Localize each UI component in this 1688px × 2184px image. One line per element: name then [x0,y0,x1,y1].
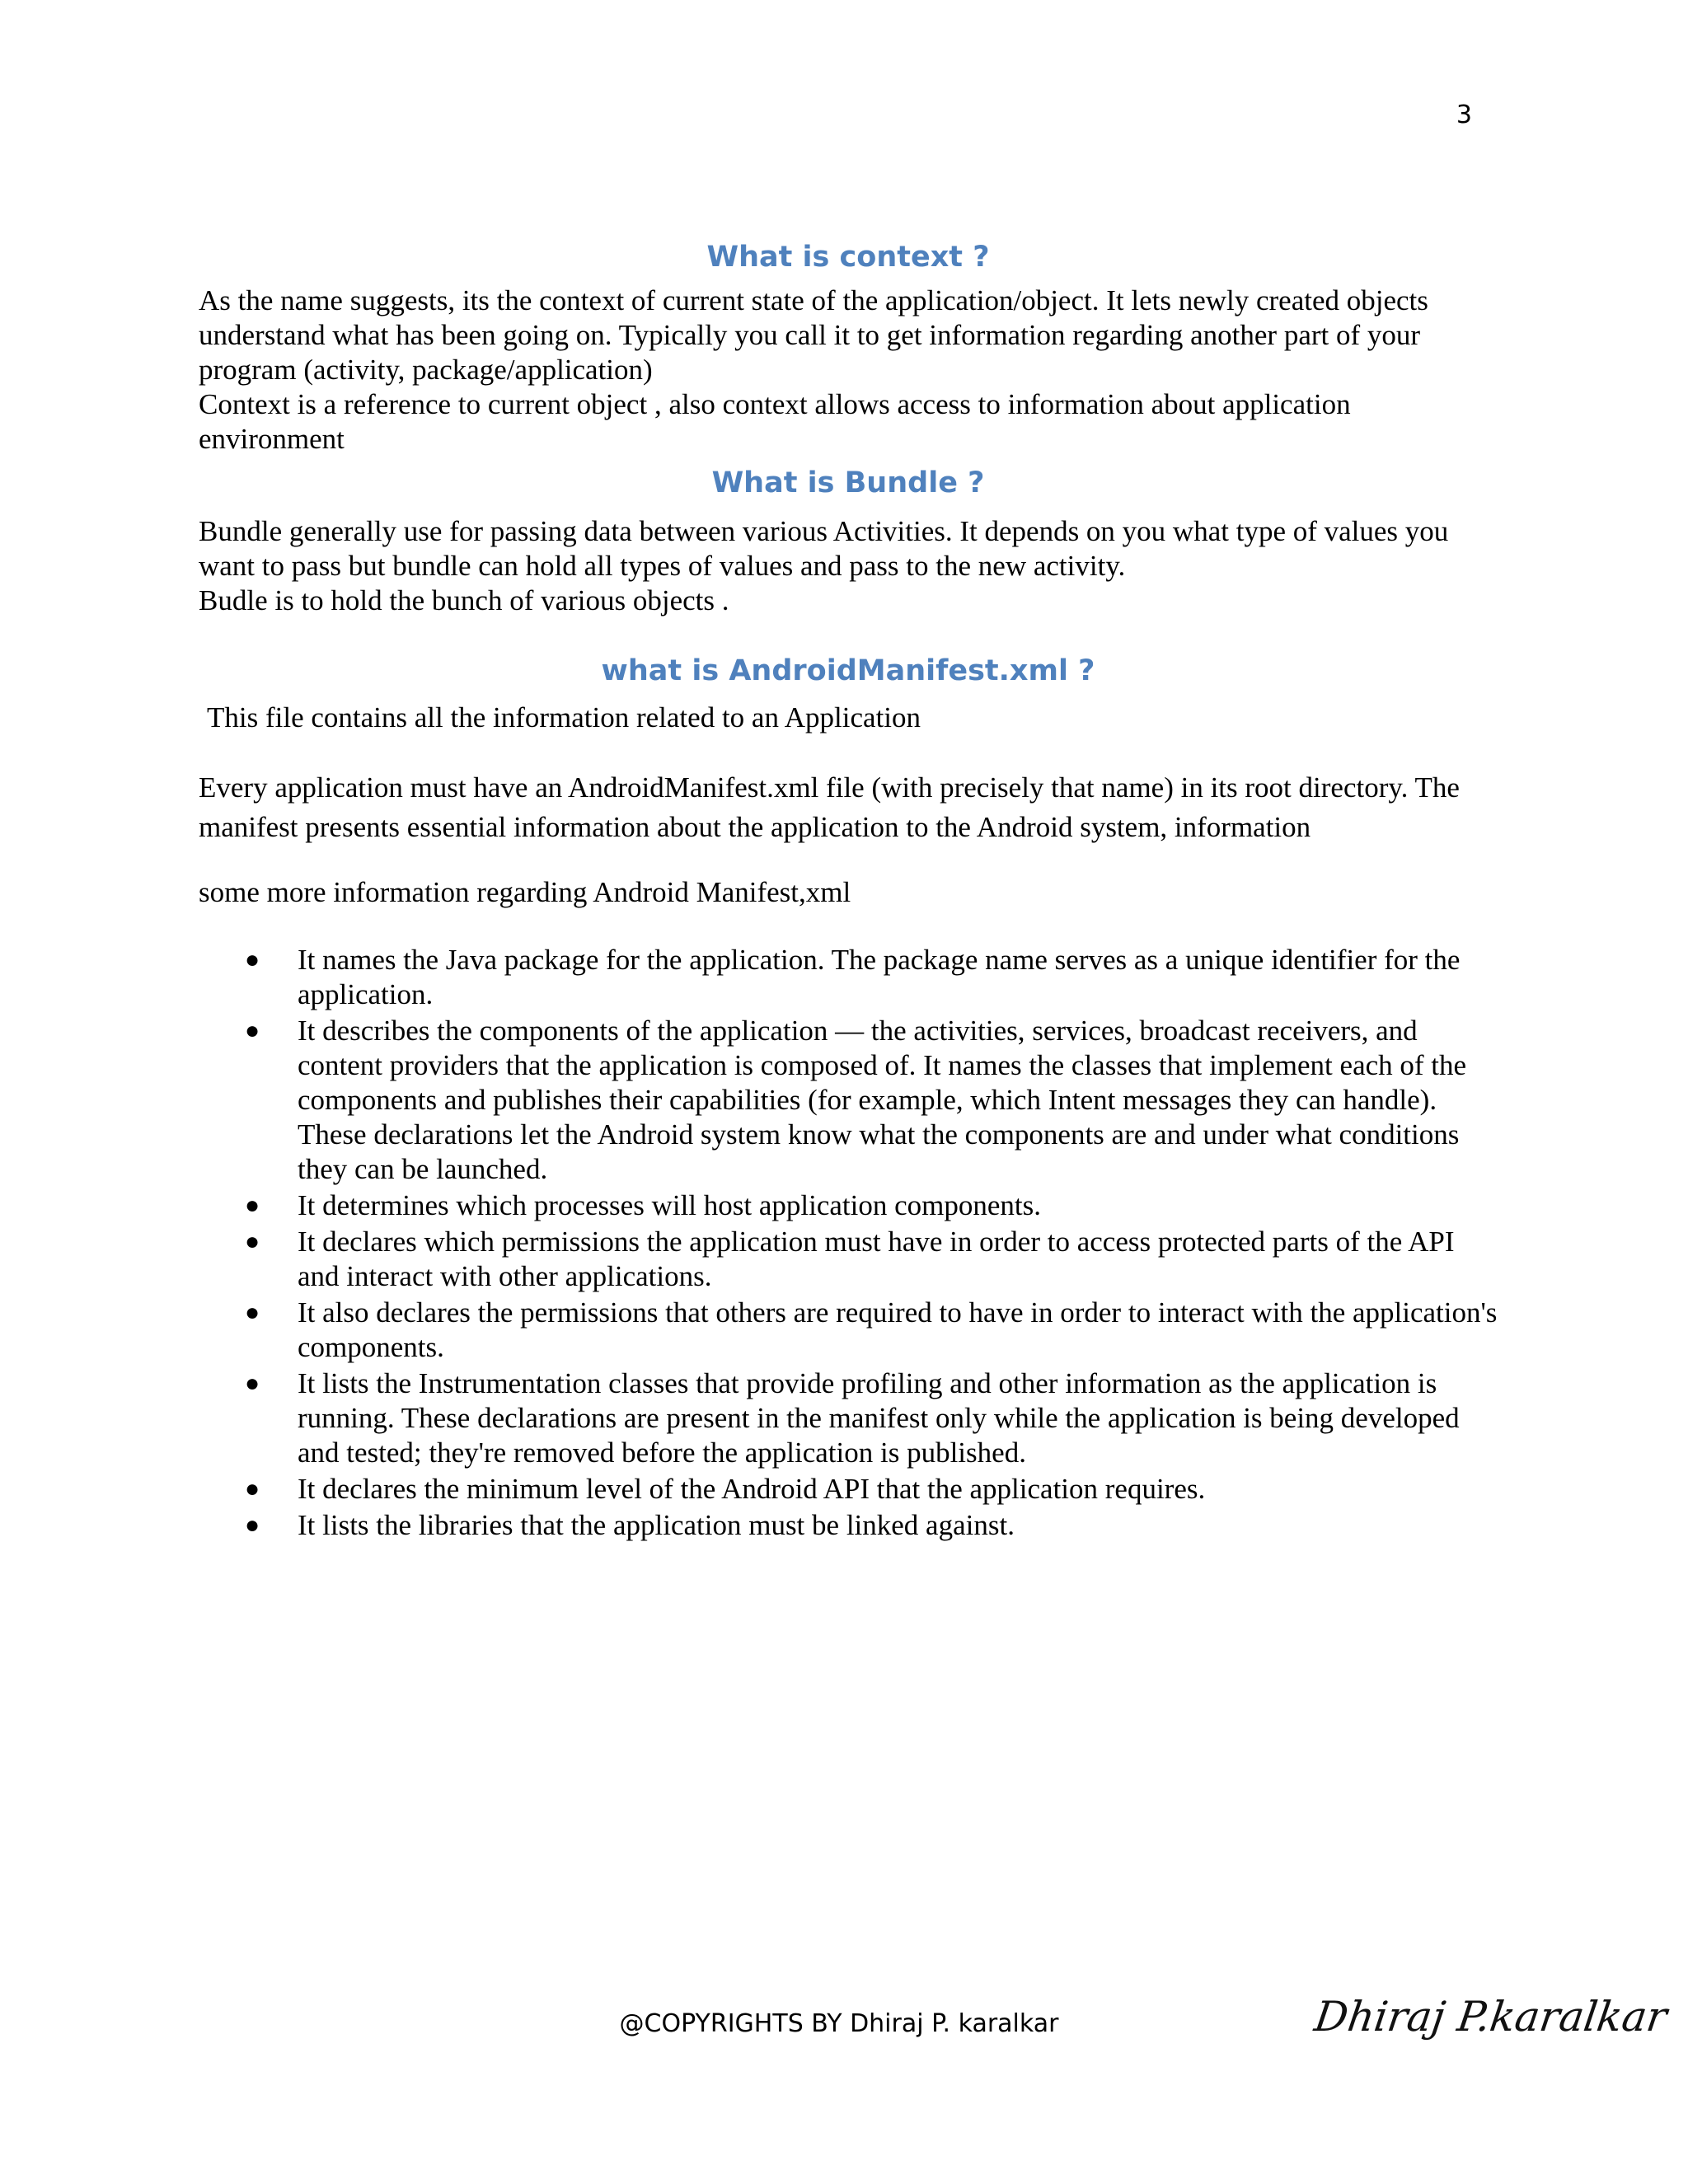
list-item-text: It describes the components of the application — the activities, services, broadcast receivers, and content providers that the application is composed of. It names the classes that implement each of the components and publishes their capabilities (for example, which Intent messages they can handle). These declarations let the Android system know what the components are and under what conditions they can be launched. [298,1015,1467,1185]
signature-image [1311,1978,1671,2052]
paragraph-manifest-3: some more information regarding Android Manifest,xml [199,876,851,908]
bullet-icon: ● [245,1299,260,1326]
bullet-icon: ● [245,1511,260,1539]
list-item [199,1296,1498,1365]
list-item-text: It determines which processes will host application components. [298,1189,1042,1221]
list-item [199,1472,1498,1507]
list-item [199,1225,1498,1294]
document-body [199,237,1498,1544]
page-number: 3 [1456,101,1472,129]
paragraph-bundle-2: Budle is to hold the bunch of various objects . [199,584,729,616]
list-item [199,1508,1498,1543]
paragraph-context-2: Context is a reference to current object , also context allows access to information about application environment [199,388,1351,455]
list-item [199,1014,1498,1187]
paragraph-manifest-1: This file contains all the information related to an Application [207,701,921,733]
heading-what-is-context: What is context ? [706,241,990,274]
copyright-text: @COPYRIGHTS BY Dhiraj P. karalkar [619,2009,1059,2038]
list-item [199,1366,1498,1470]
signature-text: Dhiraj P.karalkar [1311,1992,1671,2041]
list-item [199,1188,1498,1223]
bullet-icon: ● [245,1475,260,1502]
bullet-icon: ● [245,1370,260,1397]
paragraph-context-1: As the name suggests, its the context of current state of the application/object. It lets newly created objects understand what has been going on. Typically you call it to get information regarding another part of your program (activity, package/application) [199,284,1428,386]
paragraph-manifest-2: Every application must have an AndroidManifest.xml file (with precisely that name) in its root directory. The manifest presents essential information about the application to the Android system, information [199,771,1460,843]
heading-what-is-manifest: what is AndroidManifest.xml ? [601,654,1095,687]
list-item-text: It lists the libraries that the application must be linked against. [298,1509,1015,1541]
manifest-bullet-list [199,943,1498,1543]
list-item-text: It declares the minimum level of the Android API that the application requires. [298,1473,1206,1505]
list-item-text: It also declares the permissions that others are required to have in order to interact with the application's components. [298,1296,1498,1363]
list-item-text: It declares which permissions the application must have in order to access protected parts of the API and interact with other applications. [298,1226,1455,1292]
list-item [199,943,1498,1012]
list-item-text: It names the Java package for the application. The package name serves as a unique identifier for the application. [298,944,1461,1010]
bullet-icon: ● [245,1228,260,1255]
list-item-text: It lists the Instrumentation classes that provide profiling and other information as the application is running. These declarations are present in the manifest only while the application is being developed and tested; they're removed before the application is published. [298,1367,1460,1469]
bullet-icon: ● [245,1192,260,1219]
heading-what-is-bundle: What is Bundle ? [711,466,985,499]
paragraph-bundle-1: Bundle generally use for passing data between various Activities. It depends on you what type of values you want to pass but bundle can hold all types of values and pass to the new activity. [199,515,1449,582]
bullet-icon: ● [245,1017,260,1044]
bullet-icon: ● [245,946,260,973]
